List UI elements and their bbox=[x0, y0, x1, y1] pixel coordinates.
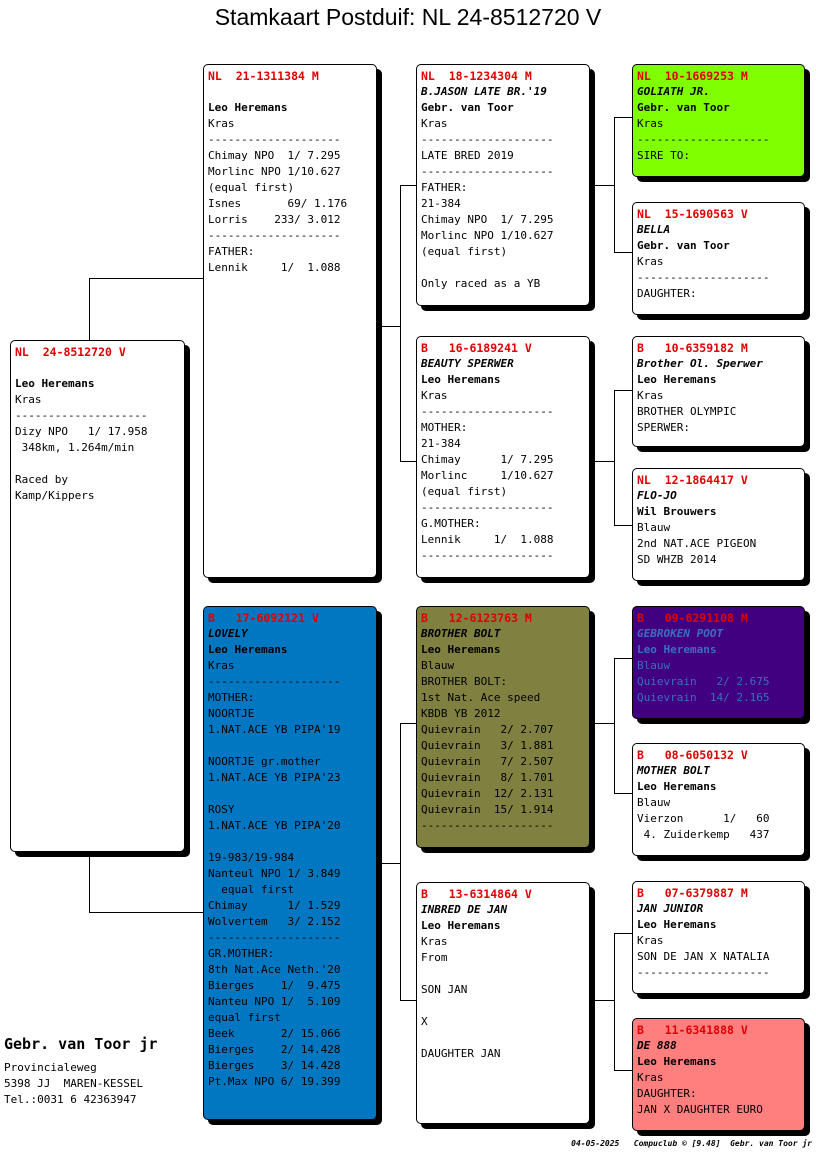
connector-line bbox=[377, 863, 401, 864]
ring-number: NL 12-1864417 V bbox=[637, 473, 748, 487]
connector-line bbox=[614, 525, 632, 526]
pedigree-line: 1.NAT.ACE YB PIPA'20 bbox=[208, 819, 341, 832]
pedigree-line: SPERWER: bbox=[637, 421, 690, 434]
pedigree-line: Morlinc NPO 1/10.627 bbox=[208, 165, 341, 178]
pedigree-line: (equal first) bbox=[421, 485, 508, 498]
pigeon-card-maternal-grandfather[interactable] bbox=[416, 606, 590, 848]
pedigree-line: ROSY bbox=[208, 803, 235, 816]
ring-number: B 13-6314864 V bbox=[421, 887, 532, 901]
pedigree-line: -------------------- bbox=[421, 819, 554, 832]
pedigree-line: FATHER: bbox=[208, 245, 255, 258]
pedigree-line: Blauw bbox=[637, 659, 671, 672]
pedigree-line: DAUGHTER: bbox=[637, 1087, 697, 1100]
pigeon-card-mother[interactable] bbox=[203, 606, 377, 1120]
pedigree-line: equal first bbox=[208, 1011, 281, 1024]
pigeon-name: MOTHER BOLT bbox=[637, 764, 710, 777]
pigeon-name: BEAUTY SPERWER bbox=[421, 357, 514, 370]
pedigree-line: 1st Nat. Ace speed bbox=[421, 691, 541, 704]
pigeon-name: GEBROKEN POOT bbox=[637, 627, 724, 640]
pedigree-line: Leo Heremans bbox=[637, 918, 717, 931]
owner-name: Gebr. van Toor jr bbox=[4, 1035, 158, 1053]
pigeon-name: INBRED DE JAN bbox=[421, 903, 508, 916]
pedigree-line: Raced by bbox=[15, 473, 68, 486]
pedigree-line: Chimay 1/ 7.295 bbox=[421, 453, 554, 466]
pedigree-line: JAN X DAUGHTER EURO bbox=[637, 1103, 763, 1116]
pedigree-line: -------------------- bbox=[421, 165, 554, 178]
ring-number: B 07-6379887 M bbox=[637, 886, 748, 900]
ring-number: B 09-6291108 M bbox=[637, 611, 748, 625]
pedigree-line: From bbox=[421, 951, 448, 964]
pedigree-line: Kras bbox=[637, 934, 664, 947]
pedigree-line: Leo Heremans bbox=[637, 1055, 717, 1068]
ring-number: B 08-6050132 V bbox=[637, 748, 748, 762]
connector-line bbox=[614, 252, 632, 253]
ring-number: NL 10-1669253 M bbox=[637, 69, 748, 83]
ring-number: NL 15-1690563 V bbox=[637, 207, 748, 221]
pedigree-line: Quievrain 7/ 2.507 bbox=[421, 755, 554, 768]
ring-number: NL 21-1311384 M bbox=[208, 69, 319, 83]
pedigree-line: Kras bbox=[208, 659, 235, 672]
pedigree-line: Kras bbox=[15, 393, 42, 406]
pedigree-line bbox=[421, 260, 585, 276]
pedigree-line: 348km, 1.264m/min bbox=[15, 441, 135, 454]
pedigree-line: NOORTJE gr.mother bbox=[208, 755, 321, 768]
owner-phone-line: Tel.:0031 6 42363947 bbox=[4, 1093, 137, 1106]
pedigree-line: FATHER: bbox=[421, 181, 468, 194]
pedigree-line bbox=[15, 456, 180, 472]
pedigree-line: Leo Heremans bbox=[421, 643, 501, 656]
connector-line bbox=[614, 658, 615, 794]
pedigree-line: Quievrain 2/ 2.675 bbox=[637, 675, 770, 688]
pedigree-line: Leo Heremans bbox=[421, 919, 501, 932]
pedigree-line: Gebr. van Toor bbox=[637, 239, 730, 252]
pedigree-line: NOORTJE bbox=[208, 707, 255, 720]
ring-number: NL 24-8512720 V bbox=[15, 345, 126, 359]
connector-line bbox=[614, 793, 632, 794]
pedigree-line: Chimay NPO 1/ 7.295 bbox=[421, 213, 554, 226]
pedigree-line: Vierzon 1/ 60 bbox=[637, 812, 770, 825]
pedigree-line: Lorris 233/ 3.012 bbox=[208, 213, 341, 226]
pedigree-line: Bierges 2/ 14.428 bbox=[208, 1043, 341, 1056]
pedigree-line: Quievrain 8/ 1.701 bbox=[421, 771, 554, 784]
connector-line bbox=[614, 117, 632, 118]
ring-number: B 11-6341888 V bbox=[637, 1023, 748, 1037]
pedigree-line: Gebr. van Toor bbox=[637, 101, 730, 114]
ring-number: B 12-6123763 M bbox=[421, 611, 532, 625]
pedigree-line: Nanteul NPO 1/ 3.849 bbox=[208, 867, 341, 880]
pedigree-line: (equal first) bbox=[421, 245, 508, 258]
pigeon-card-flo-jo[interactable] bbox=[632, 468, 805, 581]
pigeon-name: B.JASON LATE BR.'19 bbox=[421, 85, 547, 98]
pedigree-line: Kras bbox=[421, 935, 448, 948]
pedigree-line bbox=[208, 786, 372, 802]
pedigree-line: Morlinc NPO 1/10.627 bbox=[421, 229, 554, 242]
pedigree-line bbox=[15, 360, 180, 376]
pedigree-line: Kras bbox=[637, 117, 664, 130]
ring-number: B 16-6189241 V bbox=[421, 341, 532, 355]
pedigree-line bbox=[208, 834, 372, 850]
pedigree-line: Leo Heremans bbox=[15, 377, 95, 390]
pedigree-line: Leo Heremans bbox=[208, 101, 288, 114]
pedigree-line: Quievrain 3/ 1.881 bbox=[421, 739, 554, 752]
pedigree-line: 1.NAT.ACE YB PIPA'23 bbox=[208, 771, 341, 784]
pedigree-line: Kras bbox=[208, 117, 235, 130]
pedigree-line: Quievrain 14/ 2.165 bbox=[637, 691, 770, 704]
pedigree-line: LATE BRED 2019 bbox=[421, 149, 514, 162]
pedigree-line: Quievrain 2/ 2.707 bbox=[421, 723, 554, 736]
pedigree-line: Leo Heremans bbox=[637, 373, 717, 386]
pedigree-line: -------------------- bbox=[637, 133, 770, 146]
pedigree-line: Kamp/Kippers bbox=[15, 489, 95, 502]
pedigree-line: -------------------- bbox=[421, 133, 554, 146]
ring-number: B 17-6092121 V bbox=[208, 611, 319, 625]
pigeon-name: JAN JUNIOR bbox=[637, 902, 704, 915]
pedigree-line: Leo Heremans bbox=[421, 373, 501, 386]
pedigree-line bbox=[208, 738, 372, 754]
pedigree-line: Lennik 1/ 1.088 bbox=[208, 261, 341, 274]
pedigree-line: Isnes 69/ 1.176 bbox=[208, 197, 348, 210]
pedigree-line: Quievrain 15/ 1.914 bbox=[421, 803, 554, 816]
pedigree-line bbox=[421, 1030, 585, 1046]
pedigree-line: Wolvertem 3/ 2.152 bbox=[208, 915, 341, 928]
pigeon-name: BROTHER BOLT bbox=[421, 627, 501, 640]
pedigree-line: -------------------- bbox=[208, 931, 341, 944]
pedigree-line: 21-384 bbox=[421, 197, 461, 210]
pedigree-line bbox=[421, 966, 585, 982]
owner-address-line: 5398 JJ MAREN-KESSEL bbox=[4, 1077, 144, 1090]
connector-line bbox=[400, 185, 416, 186]
pedigree-line: Blauw bbox=[637, 521, 671, 534]
pedigree-line: (equal first) bbox=[208, 181, 295, 194]
pedigree-line: G.MOTHER: bbox=[421, 517, 481, 530]
pedigree-line: -------------------- bbox=[208, 675, 341, 688]
owner-block bbox=[4, 1034, 158, 1108]
pedigree-line: DAUGHTER JAN bbox=[421, 1047, 501, 1060]
connector-line bbox=[89, 912, 204, 913]
connector-line bbox=[89, 278, 90, 340]
connector-line bbox=[614, 933, 615, 1071]
pedigree-line: 8th Nat.Ace Neth.'20 bbox=[208, 963, 341, 976]
pigeon-name: BELLA bbox=[637, 223, 671, 236]
pedigree-line: equal first bbox=[208, 883, 295, 896]
connector-line bbox=[400, 723, 401, 1001]
pedigree-line: -------------------- bbox=[208, 133, 341, 146]
pedigree-line: Lennik 1/ 1.088 bbox=[421, 533, 554, 546]
pedigree-line: BROTHER OLYMPIC bbox=[637, 405, 737, 418]
pedigree-line: Blauw bbox=[421, 659, 455, 672]
pedigree-line: SON JAN bbox=[421, 983, 468, 996]
connector-line bbox=[614, 390, 632, 391]
pigeon-card-goliath-jr[interactable] bbox=[632, 64, 805, 177]
pigeon-card-mother-bolt[interactable] bbox=[632, 743, 805, 856]
connector-line bbox=[377, 326, 401, 327]
connector-line bbox=[590, 723, 615, 724]
pedigree-line: Wil Brouwers bbox=[637, 505, 717, 518]
pedigree-line: -------------------- bbox=[208, 229, 341, 242]
pedigree-line: -------------------- bbox=[421, 405, 554, 418]
pedigree-line: -------------------- bbox=[421, 501, 554, 514]
pedigree-line: -------------------- bbox=[637, 966, 770, 979]
pedigree-line: BROTHER BOLT: bbox=[421, 675, 508, 688]
connector-line bbox=[89, 852, 90, 912]
pedigree-line: -------------------- bbox=[421, 549, 554, 562]
pigeon-card-bella[interactable] bbox=[632, 202, 805, 315]
pigeon-name: GOLIATH JR. bbox=[637, 85, 710, 98]
pedigree-line: 2nd NAT.ACE PIGEON bbox=[637, 537, 757, 550]
pedigree-line: KBDB YB 2012 bbox=[421, 707, 501, 720]
pedigree-line: DAUGHTER: bbox=[637, 287, 697, 300]
pigeon-card-gebroken-poot[interactable] bbox=[632, 606, 805, 719]
pigeon-name: DE 888 bbox=[637, 1039, 677, 1052]
page-title: Stamkaart Postduif: NL 24-8512720 V bbox=[214, 4, 602, 30]
connector-line bbox=[400, 1000, 416, 1001]
connector-line bbox=[590, 185, 615, 186]
pedigree-line: Only raced as a YB bbox=[421, 277, 541, 290]
pedigree-line: Beek 2/ 15.066 bbox=[208, 1027, 341, 1040]
pedigree-line: MOTHER: bbox=[421, 421, 468, 434]
pedigree-line: SIRE TO: bbox=[637, 149, 690, 162]
pedigree-line: MOTHER: bbox=[208, 691, 255, 704]
connector-line bbox=[400, 461, 416, 462]
pigeon-card-paternal-grandmother[interactable] bbox=[416, 336, 590, 578]
pedigree-line: Leo Heremans bbox=[637, 780, 717, 793]
pedigree-line: Morlinc 1/10.627 bbox=[421, 469, 554, 482]
pedigree-line: Kras bbox=[637, 1071, 664, 1084]
pigeon-card-brother-ol-sperwer[interactable] bbox=[632, 336, 805, 447]
pigeon-card-de-888[interactable] bbox=[632, 1018, 805, 1131]
pedigree-line: SON DE JAN X NATALIA bbox=[637, 950, 770, 963]
pedigree-line: Chimay NPO 1/ 7.295 bbox=[208, 149, 341, 162]
pigeon-card-subject[interactable] bbox=[10, 340, 185, 852]
pedigree-line: Kras bbox=[637, 389, 664, 402]
connector-line bbox=[614, 1070, 632, 1071]
pedigree-line: Bierges 3/ 14.428 bbox=[208, 1059, 341, 1072]
connector-line bbox=[614, 390, 615, 526]
pedigree-line: X bbox=[421, 1015, 428, 1028]
pigeon-name: FLO-JO bbox=[637, 489, 677, 502]
pedigree-line: Kras bbox=[637, 255, 664, 268]
pedigree-line: GR.MOTHER: bbox=[208, 947, 275, 960]
ring-number: NL 18-1234304 M bbox=[421, 69, 532, 83]
pedigree-line bbox=[421, 998, 585, 1014]
pedigree-line: Pt.Max NPO 6/ 19.399 bbox=[208, 1075, 341, 1088]
pigeon-card-maternal-grandmother[interactable] bbox=[416, 882, 590, 1124]
pedigree-line: 4. Zuiderkemp 437 bbox=[637, 828, 770, 841]
pedigree-line: 1.NAT.ACE YB PIPA'19 bbox=[208, 723, 341, 736]
pedigree-line: Gebr. van Toor bbox=[421, 101, 514, 114]
pedigree-line: Blauw bbox=[637, 796, 671, 809]
pigeon-card-paternal-grandfather[interactable] bbox=[416, 64, 590, 306]
pedigree-line: Leo Heremans bbox=[637, 643, 717, 656]
pedigree-line bbox=[208, 84, 372, 100]
pedigree-line: 19-983/19-984 bbox=[208, 851, 295, 864]
connector-line bbox=[614, 117, 615, 253]
pedigree-line: 21-384 bbox=[421, 437, 461, 450]
connector-line bbox=[89, 278, 204, 279]
pedigree-line: Kras bbox=[421, 117, 448, 130]
connector-line bbox=[590, 461, 615, 462]
owner-address-line: Provincialeweg bbox=[4, 1061, 97, 1074]
pedigree-line: Dizy NPO 1/ 17.958 bbox=[15, 425, 148, 438]
connector-line bbox=[614, 933, 632, 934]
pedigree-line: -------------------- bbox=[15, 409, 148, 422]
connector-line bbox=[590, 1000, 615, 1001]
footer-credit: 04-05-2025 Compuclub © [9.48] Gebr. van Toor jr bbox=[571, 1139, 812, 1148]
connector-line bbox=[400, 723, 416, 724]
connector-line bbox=[400, 185, 401, 462]
ring-number: B 10-6359182 M bbox=[637, 341, 748, 355]
pigeon-name: Brother Ol. Sperwer bbox=[637, 357, 763, 370]
pedigree-line: Chimay 1/ 1.529 bbox=[208, 899, 341, 912]
pigeon-card-father[interactable] bbox=[203, 64, 377, 578]
pigeon-name: LOVELY bbox=[208, 627, 248, 640]
pedigree-line: SD WHZB 2014 bbox=[637, 553, 717, 566]
pedigree-line: Quievrain 12/ 2.131 bbox=[421, 787, 554, 800]
pedigree-line: Nanteu NPO 1/ 5.109 bbox=[208, 995, 341, 1008]
pedigree-line: Leo Heremans bbox=[208, 643, 288, 656]
pedigree-line: Bierges 1/ 9.475 bbox=[208, 979, 341, 992]
pedigree-line: Kras bbox=[421, 389, 448, 402]
pedigree-line: -------------------- bbox=[637, 271, 770, 284]
pigeon-card-jan-junior[interactable] bbox=[632, 881, 805, 994]
connector-line bbox=[614, 658, 632, 659]
